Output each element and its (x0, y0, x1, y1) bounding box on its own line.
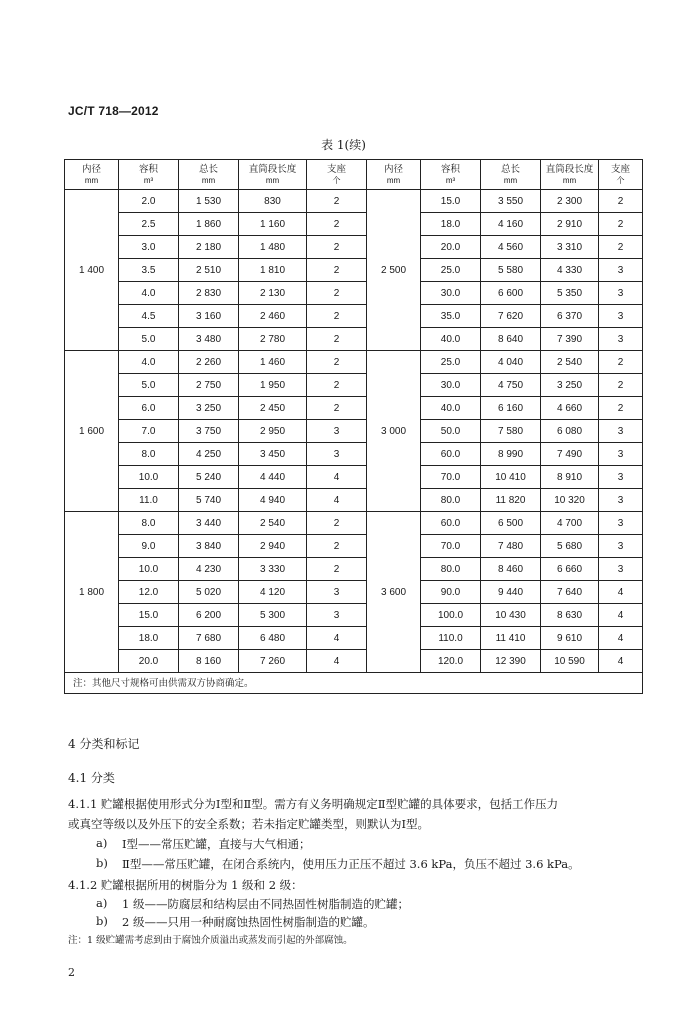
clause-4-1-2-a-text: 1 级——防腐层和结构层由不同热固性树脂制造的贮罐； (122, 897, 409, 911)
table-cell: 5 240 (179, 466, 239, 489)
clause-4-1-1-line2: 或真空等级以及外压下的安全系数；若未指定贮罐类型，则默认为Ⅰ型。 (68, 817, 430, 831)
table-cell: 2 180 (179, 236, 239, 259)
table-cell: 2 950 (239, 420, 307, 443)
table-cell: 4 230 (179, 558, 239, 581)
table-row (65, 259, 643, 282)
table-row (65, 443, 643, 466)
spec-table (64, 159, 643, 694)
column-header (119, 160, 179, 190)
table-header-row (65, 160, 643, 190)
table-cell: 2 940 (239, 535, 307, 558)
table-cell: 3 (599, 328, 643, 351)
table-cell: 3.5 (119, 259, 179, 282)
table-cell: 3 310 (541, 236, 599, 259)
table-cell: 3 (599, 466, 643, 489)
clause-4-1-1-b-text: Ⅱ型——常压贮罐，在闭合系统内，使用压力正压不超过 3.6 kPa，负压不超过 3.6 kPa。 (122, 857, 580, 871)
table-cell: 7 620 (481, 305, 541, 328)
table-cell: 2 260 (179, 351, 239, 374)
table-cell: 4 (307, 627, 367, 650)
table-cell: 8 460 (481, 558, 541, 581)
column-name: 容积 (138, 163, 158, 175)
table-cell: 2 (307, 282, 367, 305)
table-row (65, 604, 643, 627)
table-cell: 1 530 (179, 190, 239, 213)
table-row (65, 420, 643, 443)
table-cell: 7 480 (481, 535, 541, 558)
table-row (65, 581, 643, 604)
table-cell: 100.0 (421, 604, 481, 627)
table-cell: 7 390 (541, 328, 599, 351)
table-cell: 830 (239, 190, 307, 213)
clause-4-1-2-b-text: 2 级——只用一种耐腐蚀热固性树脂制造的贮罐。 (122, 915, 375, 929)
table-cell: 8.0 (119, 443, 179, 466)
table-cell: 2 540 (541, 351, 599, 374)
table-cell: 2 460 (239, 305, 307, 328)
table-row (65, 558, 643, 581)
table-cell: 2 (307, 236, 367, 259)
table-cell: 8 640 (481, 328, 541, 351)
table-cell: 2 (599, 190, 643, 213)
table-cell: 1 480 (239, 236, 307, 259)
table-cell: 3 (307, 581, 367, 604)
table-cell: 7 260 (239, 650, 307, 673)
table-cell: 2 (307, 558, 367, 581)
table-cell: 9.0 (119, 535, 179, 558)
table-cell: 8 990 (481, 443, 541, 466)
table-cell: 120.0 (421, 650, 481, 673)
table-cell: 2 540 (239, 512, 307, 535)
table-cell: 6 200 (179, 604, 239, 627)
column-name: 内径 (383, 163, 403, 175)
table-cell: 4 (599, 627, 643, 650)
table-cell: 3 160 (179, 305, 239, 328)
table-cell: 2 130 (239, 282, 307, 305)
table-cell: 5 680 (541, 535, 599, 558)
table-row (65, 374, 643, 397)
table-cell: 8.0 (119, 512, 179, 535)
table-cell: 12 390 (481, 650, 541, 673)
table-cell: 3 450 (239, 443, 307, 466)
table-row (65, 627, 643, 650)
table-row (65, 328, 643, 351)
column-unit: m³ (143, 175, 154, 185)
table-row (65, 213, 643, 236)
column-unit: mm (503, 175, 518, 185)
table-cell: 10 320 (541, 489, 599, 512)
clause-4-1-2-note: 注：1 级贮罐需考虑到由于腐蚀介质溢出或蒸发而引起的外部腐蚀。 (68, 935, 353, 946)
table-cell: 10 430 (481, 604, 541, 627)
table-cell: 1 950 (239, 374, 307, 397)
table-cell: 50.0 (421, 420, 481, 443)
table-note-row (65, 673, 643, 694)
clause-4-1-1-b-label: b) (96, 856, 108, 870)
table-cell: 2 450 (239, 397, 307, 420)
table-cell: 25.0 (421, 351, 481, 374)
column-header (179, 160, 239, 190)
table-cell: 25.0 (421, 259, 481, 282)
table-row (65, 650, 643, 673)
table-cell: 40.0 (421, 397, 481, 420)
clause-4-1-1-line1: 4.1.1 贮罐根据使用形式分为Ⅰ型和Ⅱ型。需方有义务明确规定Ⅱ型贮罐的具体要求，包括工作压力 (68, 797, 559, 811)
table-cell: 4 750 (481, 374, 541, 397)
table-cell: 15.0 (119, 604, 179, 627)
table-cell: 4 (599, 581, 643, 604)
table-cell: 80.0 (421, 489, 481, 512)
clause-4-1-1-a-label: a) (96, 836, 108, 850)
table-cell: 4 250 (179, 443, 239, 466)
column-name: 支座 (610, 163, 630, 175)
table-cell: 3 (599, 558, 643, 581)
table-cell: 6 660 (541, 558, 599, 581)
column-name: 直筒段长度 (545, 163, 594, 175)
table-cell: 6 370 (541, 305, 599, 328)
table-cell: 3 (599, 259, 643, 282)
column-header (65, 160, 119, 190)
table-cell: 3 480 (179, 328, 239, 351)
table-cell: 3 (599, 535, 643, 558)
table-cell: 5 350 (541, 282, 599, 305)
column-name: 总长 (500, 163, 520, 175)
table-cell: 6.0 (119, 397, 179, 420)
table-cell: 3 (599, 305, 643, 328)
right-diameter-cell: 3 600 (367, 512, 421, 673)
table-cell: 3 (307, 604, 367, 627)
table-row (65, 305, 643, 328)
column-header (367, 160, 421, 190)
column-unit: mm (84, 175, 99, 185)
table-cell: 3 250 (541, 374, 599, 397)
table-cell: 70.0 (421, 466, 481, 489)
column-unit: mm (201, 175, 216, 185)
column-header (481, 160, 541, 190)
table-cell: 15.0 (421, 190, 481, 213)
table-cell: 3 840 (179, 535, 239, 558)
table-row (65, 351, 643, 374)
table-cell: 2 (599, 397, 643, 420)
column-unit: 个 (332, 175, 341, 185)
table-cell: 11 820 (481, 489, 541, 512)
table-cell: 6 160 (481, 397, 541, 420)
table-cell: 2.0 (119, 190, 179, 213)
table-cell: 90.0 (421, 581, 481, 604)
column-header (307, 160, 367, 190)
clause-4-1-2-b-label: b) (96, 914, 108, 928)
table-cell: 3 (307, 443, 367, 466)
table-cell: 2 (599, 374, 643, 397)
table-cell: 3 (599, 512, 643, 535)
table-row (65, 512, 643, 535)
table-row (65, 466, 643, 489)
table-cell: 7 490 (541, 443, 599, 466)
table-cell: 3 (307, 420, 367, 443)
table-cell: 70.0 (421, 535, 481, 558)
table-cell: 4 (307, 489, 367, 512)
table-cell: 110.0 (421, 627, 481, 650)
table-cell: 2 (307, 512, 367, 535)
table-cell: 4 (307, 650, 367, 673)
left-diameter-cell: 1 600 (65, 351, 119, 512)
table-cell: 12.0 (119, 581, 179, 604)
table-caption: 表 1(续) (321, 138, 366, 152)
table-cell: 3 (599, 489, 643, 512)
table-cell: 10 410 (481, 466, 541, 489)
column-unit: mm (265, 175, 280, 185)
table-cell: 4.5 (119, 305, 179, 328)
table-cell: 4 160 (481, 213, 541, 236)
clause-4-1-1-a-text: Ⅰ型——常压贮罐，直接与大气相通； (122, 837, 311, 851)
table-cell: 6 080 (541, 420, 599, 443)
table-cell: 11.0 (119, 489, 179, 512)
table-cell: 10.0 (119, 466, 179, 489)
table-cell: 3 330 (239, 558, 307, 581)
table-cell: 3 (599, 282, 643, 305)
table-cell: 5 020 (179, 581, 239, 604)
table-cell: 2 830 (179, 282, 239, 305)
table-cell: 2 (599, 351, 643, 374)
table-cell: 4.0 (119, 351, 179, 374)
table-body (65, 190, 643, 673)
table-cell: 8 910 (541, 466, 599, 489)
column-header (599, 160, 643, 190)
table-cell: 5 580 (481, 259, 541, 282)
table-cell: 2 (307, 535, 367, 558)
table-cell: 2 (307, 305, 367, 328)
table-cell: 2.5 (119, 213, 179, 236)
table-cell: 4 940 (239, 489, 307, 512)
standard-number: JC/T 718—2012 (68, 104, 159, 118)
table-cell: 10.0 (119, 558, 179, 581)
table-cell: 3 440 (179, 512, 239, 535)
table-cell: 8 630 (541, 604, 599, 627)
column-header (421, 160, 481, 190)
table-row (65, 397, 643, 420)
table-cell: 5.0 (119, 374, 179, 397)
table-cell: 1 160 (239, 213, 307, 236)
table-cell: 5 740 (179, 489, 239, 512)
table-cell: 5 300 (239, 604, 307, 627)
table-cell: 18.0 (421, 213, 481, 236)
table-cell: 3 750 (179, 420, 239, 443)
table-cell: 35.0 (421, 305, 481, 328)
table-cell: 60.0 (421, 443, 481, 466)
table-row (65, 535, 643, 558)
column-unit: mm (386, 175, 401, 185)
table-cell: 3 (599, 420, 643, 443)
column-header (541, 160, 599, 190)
table-cell: 2 (599, 213, 643, 236)
column-name: 内径 (81, 163, 101, 175)
table-cell: 6 480 (239, 627, 307, 650)
table-cell: 2 (307, 190, 367, 213)
page-number: 2 (68, 966, 75, 979)
table-cell: 5.0 (119, 328, 179, 351)
section-4-1-heading: 4.1 分类 (68, 771, 115, 785)
table-cell: 7 680 (179, 627, 239, 650)
table-cell: 2 (307, 374, 367, 397)
table-cell: 80.0 (421, 558, 481, 581)
table-cell: 4 (307, 466, 367, 489)
table-cell: 9 610 (541, 627, 599, 650)
table-cell: 2 750 (179, 374, 239, 397)
table-cell: 1 860 (179, 213, 239, 236)
left-diameter-cell: 1 800 (65, 512, 119, 673)
column-unit: 个 (616, 175, 625, 185)
table-row (65, 236, 643, 259)
table-cell: 2 (307, 328, 367, 351)
table-cell: 1 460 (239, 351, 307, 374)
left-diameter-cell: 1 400 (65, 190, 119, 351)
table-cell: 2 (307, 259, 367, 282)
table-cell: 4 (599, 604, 643, 627)
table-cell: 2 780 (239, 328, 307, 351)
table-cell: 2 (599, 236, 643, 259)
table-cell: 1 810 (239, 259, 307, 282)
table-cell: 4 120 (239, 581, 307, 604)
table-cell: 3.0 (119, 236, 179, 259)
clause-4-1-2-a-label: a) (96, 896, 108, 910)
table-note: 注：其他尺寸规格可由供需双方协商确定。 (65, 673, 643, 694)
table-cell: 40.0 (421, 328, 481, 351)
table-cell: 2 510 (179, 259, 239, 282)
clause-4-1-2-line1: 4.1.2 贮罐根据所用的树脂分为 1 级和 2 级： (68, 878, 303, 892)
table-row (65, 489, 643, 512)
right-diameter-cell: 3 000 (367, 351, 421, 512)
table-cell: 7 640 (541, 581, 599, 604)
table-cell: 20.0 (119, 650, 179, 673)
table-row (65, 190, 643, 213)
table-cell: 30.0 (421, 282, 481, 305)
table-cell: 7.0 (119, 420, 179, 443)
table-cell: 4.0 (119, 282, 179, 305)
table-cell: 3 (599, 443, 643, 466)
table-cell: 4 440 (239, 466, 307, 489)
table-cell: 2 (307, 397, 367, 420)
column-unit: m³ (445, 175, 456, 185)
table-cell: 10 590 (541, 650, 599, 673)
table-cell: 3 250 (179, 397, 239, 420)
table-row (65, 282, 643, 305)
table-cell: 4 560 (481, 236, 541, 259)
table-cell: 7 580 (481, 420, 541, 443)
column-header (239, 160, 307, 190)
table-cell: 3 550 (481, 190, 541, 213)
table-cell: 4 700 (541, 512, 599, 535)
table-cell: 6 600 (481, 282, 541, 305)
table-cell: 4 040 (481, 351, 541, 374)
table-cell: 11 410 (481, 627, 541, 650)
table-cell: 60.0 (421, 512, 481, 535)
table-cell: 4 330 (541, 259, 599, 282)
column-name: 直筒段长度 (248, 163, 297, 175)
column-name: 支座 (326, 163, 346, 175)
section-4-heading: 4 分类和标记 (68, 737, 140, 751)
table-cell: 18.0 (119, 627, 179, 650)
table-cell: 4 660 (541, 397, 599, 420)
column-unit: mm (562, 175, 577, 185)
table-cell: 8 160 (179, 650, 239, 673)
table-cell: 9 440 (481, 581, 541, 604)
table-cell: 6 500 (481, 512, 541, 535)
table-cell: 20.0 (421, 236, 481, 259)
table-cell: 2 300 (541, 190, 599, 213)
table-cell: 2 (307, 213, 367, 236)
table-cell: 2 (307, 351, 367, 374)
right-diameter-cell: 2 500 (367, 190, 421, 351)
table-cell: 4 (599, 650, 643, 673)
table-cell: 2 910 (541, 213, 599, 236)
column-name: 总长 (198, 163, 218, 175)
column-name: 容积 (440, 163, 460, 175)
table-cell: 30.0 (421, 374, 481, 397)
